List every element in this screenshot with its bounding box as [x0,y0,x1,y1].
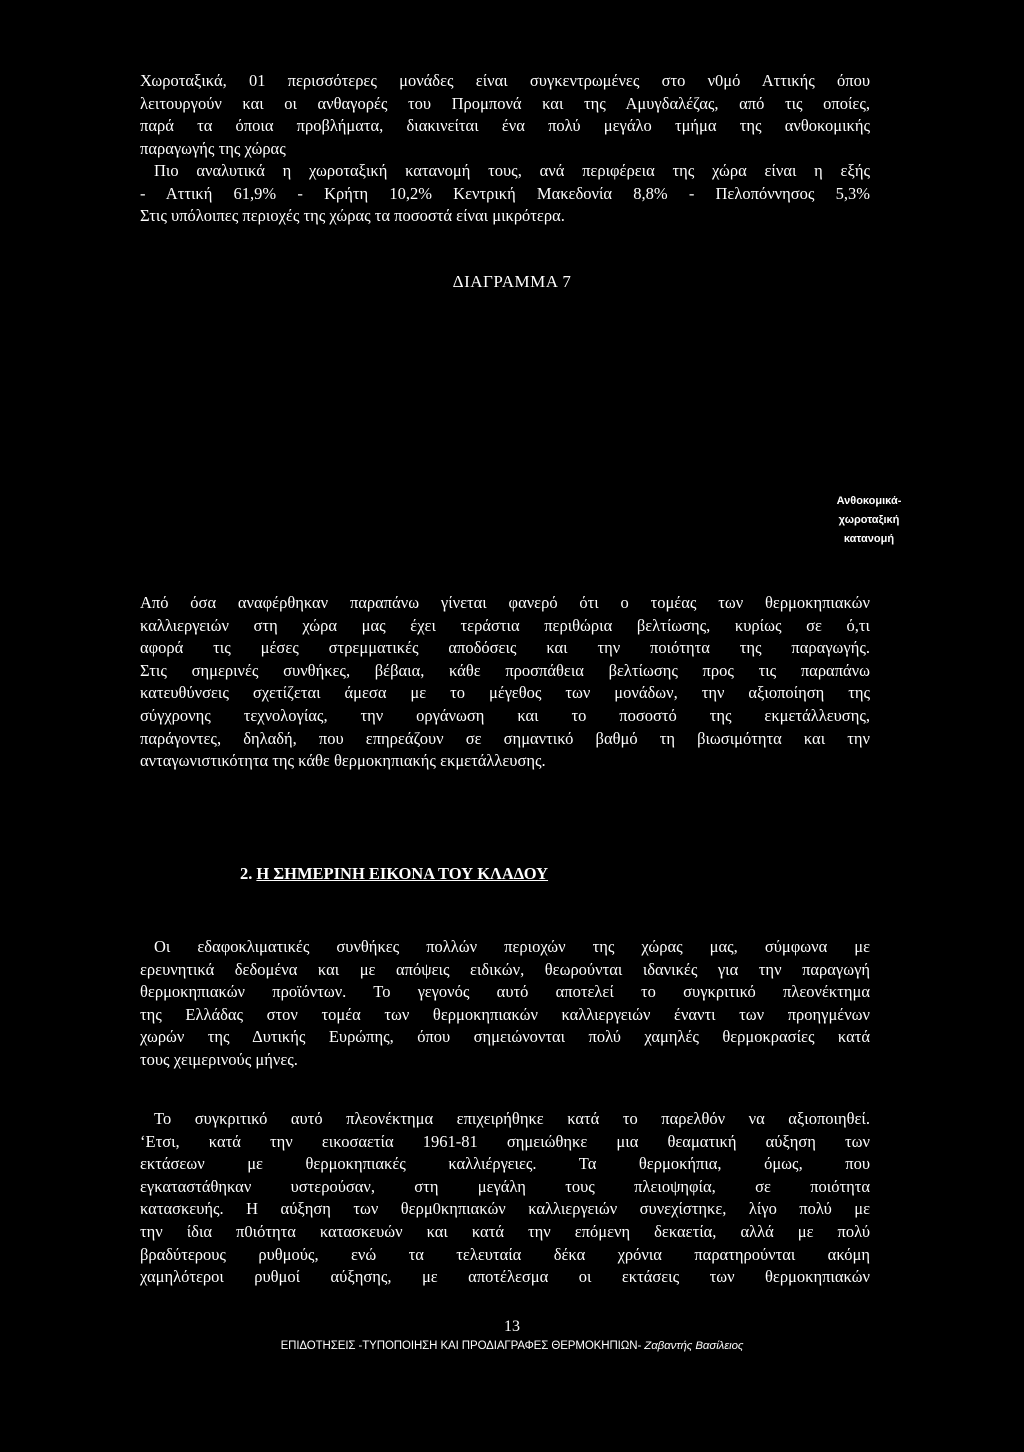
text-line: παράγοντες, δηλαδή, που επηρεάζουν σε σημαντικό βαθμό τη βιωσιμότητα και την [140,728,870,748]
text-line: Οι εδαφοκλιματικές συνθήκες πολλών περιοχών της χώρας μας, σύμφωνα με [154,937,870,956]
section-heading [240,864,548,884]
text-line: - Αττική 61,9% - Κρήτη 10,2% Κεντρική Μακεδονία 8,8% - Πελοπόννησος 5,3% [140,183,870,203]
text-line: καλλιεργειών στη χώρα μας έχει τεράστια περιθώρια βελτίωσης, κυρίως σε ό,τι [140,615,870,635]
section-number: 2. [240,864,253,883]
chart-label-line: χωροταξική [838,514,900,526]
footer-title: ΕΠΙΔΟΤΗΣΕΙΣ -ΤΥΠΟΠΟΙΗΣΗ ΚΑΙ ΠΡΟΔΙΑΓΡΑΦΕΣ ΘΕΡΜΟΚΗΠΙΩΝ- [280,1340,642,1352]
text-line: παρά τα όποια προβλήματα, διακινείται ένα πολύ μεγάλο τμήμα της ανθοκομικής [140,116,870,136]
text-line: αφορά τις μέσες στρεμματικές αποδόσεις και την ποιότητα της παραγωγής. [140,638,870,658]
text-line: ερευνητικά δεδομένα και με απόψεις ειδικών, θεωρούνται ιδανικές για την παραγωγή [140,959,870,979]
text-line: κατευθύνσεις σχετίζεται άμεσα με το μέγεθος των μονάδων, την αξιοποίηση της [140,683,870,703]
text-line: βραδύτερους ρυθμούς, ενώ τα τελευταία δέκα χρόνια παρατηρούνται ακόμη [140,1244,870,1264]
text-line: την ίδια π0ιότητα κατασκευών και κατά την επόμενη δεκαετία, αλλά με πολύ [140,1221,870,1241]
text-line: παραγωγής της χώρας [140,138,286,158]
text-line: χαμηλότεροι ρυθμοί αύξησης, με αποτέλεσμα οι εκτάσεις των θερμοκηπιακών [140,1267,870,1287]
text-line: Στις υπόλοιπες περιοχές της χώρας τα ποσοστά είναι μικρότερα. [140,206,565,226]
footer-author: Ζαβαντής Βασίλειος [644,1340,744,1352]
page-number: 13 [504,1318,520,1335]
chart-label [824,492,914,549]
intro-paragraph [140,70,870,160]
text-line: χωρών της Δυτικής Ευρώπης, όπου σημειώνονται πολύ χαμηλές θερμοκρασίες κατά [140,1027,870,1047]
section-title: Η ΣΗΜΕΡΙΝΗ ΕΙΚΟΝΑ ΤΟΥ ΚΛΑΔΟΥ [256,864,549,883]
text-line: της Ελλάδας στον τομέα των θερμοκηπιακών καλλιεργειών έναντι των προηγμένων [140,1004,870,1024]
text-line: εγκαταστάθηκαν υστερούσαν, στη μεγάλη τους πλειοψηφία, σε ποιότητα [140,1176,870,1196]
chart-label-line: Ανθοκομικά- [836,495,902,507]
text-line: Πιο αναλυτικά η χωροταξική κατανομή τους, ανά περιφέρεια της χώρα είναι η εξής [154,161,870,180]
diagram-title: ΔΙΑΓΡΑΜΜΑ 7 [452,272,572,291]
text-line: Χωροταξικά, 01 περισσότερες μονάδες είναι συγκεντρωμένες στο ν0μό Αττικής όπου [140,71,870,90]
text-line: Από όσα αναφέρθηκαν παραπάνω γίνεται φανερό ότι ο τομέας των θερμοκηπιακών [140,593,870,612]
chart-label-line: κατανομή [843,533,895,545]
conditions-paragraph [140,936,870,1072]
sector-paragraph [140,592,870,773]
text-line: τους χειμερινούς μήνες. [140,1049,298,1069]
distribution-paragraph [140,160,870,228]
advantage-paragraph [140,1108,870,1289]
page-footer [0,1340,1024,1352]
text-line: Το συγκριτικό αυτό πλεονέκτημα επιχειρήθηκε κατά το παρελθόν να αξιοποιηθεί. [154,1109,870,1128]
text-line: Στις σημερινές συνθήκες, βέβαια, κάθε προσπάθεια βελτίωσης προς τις παραπάνω [140,660,870,680]
text-line: λειτουργούν και οι ανθαγορές του Προμπονά και της Αμυγδαλέζας, από τις οποίες, [140,93,870,113]
text-line: εκτάσεων με θερμοκηπιακές καλλιέργειες. Τα θερμοκήπια, όμως, που [140,1154,870,1174]
text-line: σύγχρονης τεχνολογίας, την οργάνωση και το ποσοστό της εκμετάλλευσης, [140,705,870,725]
text-line: ‘Ετσι, κατά την εικοσαετία 1961-81 σημειώθηκε μια θεαματική αύξηση των [140,1131,870,1151]
text-line: ανταγωνιστικότητα της κάθε θερμοκηπιακής εκμετάλλευσης. [140,751,546,771]
text-line: κατασκευής. Η αύξηση των θερμ0κηπιακών καλλιεργειών συνεχίστηκε, λίγο πολύ με [140,1199,870,1219]
text-line: θερμοκηπιακών προϊόντων. Το γεγονός αυτό αποτελεί το συγκριτικό πλεονέκτημα [140,982,870,1002]
